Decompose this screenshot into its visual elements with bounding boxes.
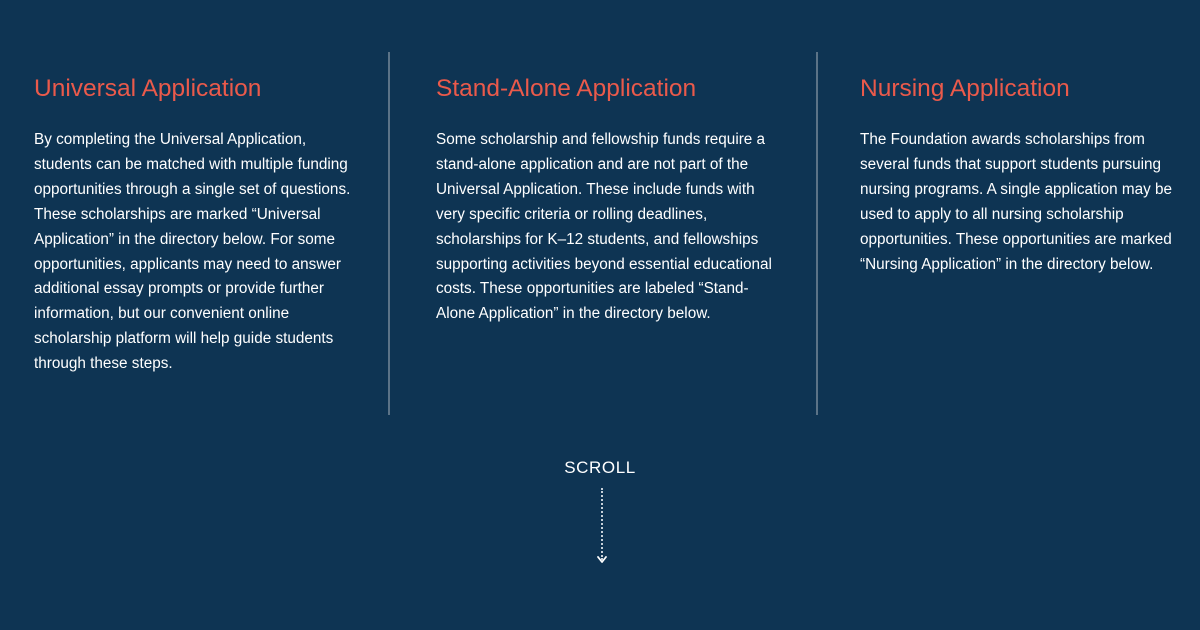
scroll-dotted-line: [601, 488, 603, 560]
universal-application-description: By completing the Universal Application, students can be matched with multiple funding opportunities through a single set of questions. These scholarships are marked “Universal Application” in the directory below. For some opportunities, applicants may need to answer additional essay prompts or provide further information, but our convenient online scholarship platform will help guide students through these steps.: [34, 131, 351, 373]
scroll-label: SCROLL: [564, 458, 636, 477]
universal-application-heading: Universal Application: [34, 75, 262, 102]
column-divider: [388, 52, 390, 415]
chevron-down-icon: [596, 555, 608, 565]
scroll-indicator[interactable]: [0, 458, 1200, 478]
nursing-application-column: [860, 74, 1190, 277]
application-types-section: [0, 52, 1200, 415]
universal-application-column: [34, 74, 364, 377]
nursing-application-heading: Nursing Application: [860, 75, 1070, 102]
stand-alone-application-column: [436, 74, 776, 327]
stand-alone-application-description: Some scholarship and fellowship funds require a stand-alone application and are not part of the Universal Application. These include funds with very specific criteria or rolling deadlines, scholarships for K–12 students, and fellowships supporting activities beyond essential educational costs. These opportunities are labeled “Stand-Alone Application” in the directory below.: [436, 131, 772, 323]
nursing-application-description: The Foundation awards scholarships from several funds that support students pursuing nursing programs. A single application may be used to apply to all nursing scholarship opportunities. These opportunities are marked “Nursing Application” in the directory below.: [860, 131, 1173, 273]
stand-alone-application-heading: Stand-Alone Application: [436, 75, 697, 102]
column-divider: [816, 52, 818, 415]
